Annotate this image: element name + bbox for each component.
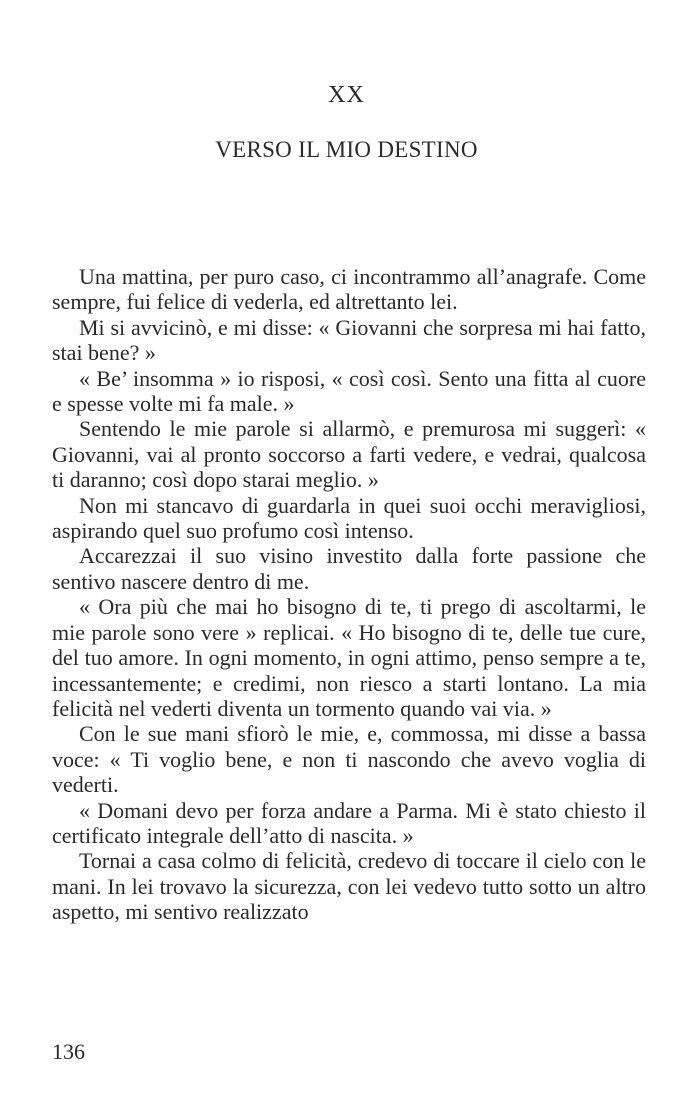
paragraph: Non mi stancavo di guardarla in quei suoi occhi meravigliosi, aspirando quel suo profumo così intenso. <box>52 492 646 544</box>
paragraph: « Be’ insomma » io risposi, « così così. Sento una fitta al cuore e spesse volte mi fa male. » <box>52 365 646 417</box>
paragraph: « Domani devo per forza andare a Parma. Mi è stato chiesto il certificato integrale dell’atto di nascita. » <box>52 797 646 848</box>
paragraph: « Ora più che mai ho bisogno di te, ti prego di ascoltarmi, le mie parole sono vere » replicai. « Ho bisogno di te, delle tue cure, del tuo amore. In ogni momento, in ogni attimo, penso sempre a te, incessantemente; e credimi, non riesco a starti lontano. La mia felicità nel vederti diventa un tormento quando vai via. » <box>52 594 646 721</box>
paragraph: Una mattina, per puro caso, ci incontrammo all’anagrafe. Come sempre, fui felice di vederla, ed altrettanto lei. <box>52 264 646 315</box>
chapter-title: VERSO IL MIO DESTINO <box>215 137 478 162</box>
paragraph: Mi si avvicinò, e mi disse: « Giovanni che sorpresa mi hai fatto, stai bene? » <box>52 314 646 366</box>
page-number: 136 <box>52 1039 85 1064</box>
paragraph: Con le sue mani sfiorò le mie, e, commossa, mi disse a bassa voce: « Ti voglio bene, e non ti nascondo che avevo voglia di vederti. <box>52 721 646 798</box>
paragraph: Sentendo le mie parole si allarmò, e premurosa mi suggerì: « Giovanni, vai al pronto soccorso a farti vedere, e vedrai, qualcosa ti daranno; così dopo starai meglio. » <box>52 416 646 493</box>
chapter-body <box>52 264 646 925</box>
paragraph: Accarezzai il suo visino investito dalla forte passione che sentivo nascere dentro di me. <box>52 543 646 594</box>
chapter-number: XX <box>328 82 365 108</box>
paragraph: Tornai a casa colmo di felicità, credevo di toccare il cielo con le mani. In lei trovavo la sicurezza, con lei vedevo tutto sotto un altro aspetto, mi sentivo realizzato <box>52 848 646 925</box>
